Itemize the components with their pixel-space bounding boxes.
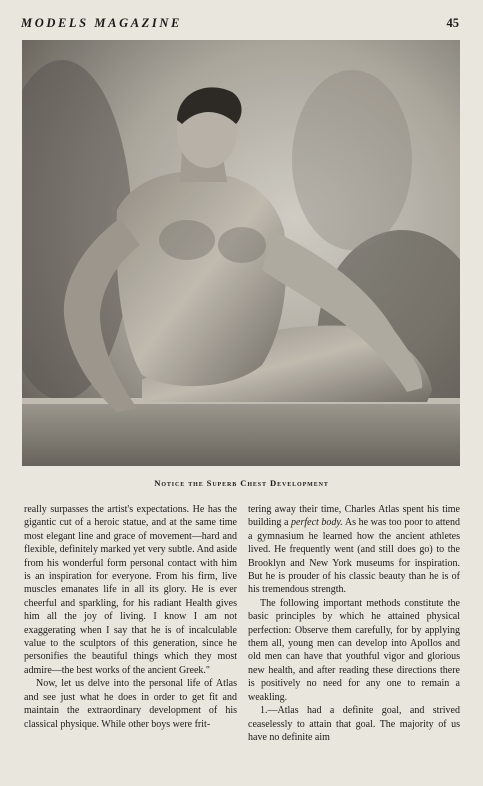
athlete-photograph: [22, 40, 460, 466]
emphasized-text: perfect body.: [291, 517, 343, 529]
article-paragraph: Now, let us delve into the personal life of Atlas and see just what he does in order to get fit and maintain the extraordinary development of his classical physique. While other boys were frit-: [24, 678, 237, 730]
article-column-left: [24, 503, 237, 731]
article-paragraph: The following important methods constitute the basic principles by which he attained physical perfection: Observe them carefully, for by applying them all, young men can develop into Apollos and old men can have that youthful vigor and glorious new health, and after reading these directions there is positively no need for any one to remain a weakling.: [248, 597, 460, 703]
article-paragraph: [248, 503, 460, 597]
article-text: As he was too poor to attend a gymnasium he learned how the ancient athletes lived. He frequently went (and still does go) to the Brooklyn and New York museums for inspiration. But he is prouder of his classic beauty than he is of his tremendous strength.: [248, 517, 461, 596]
photograph-icon: [22, 40, 460, 466]
article-column-right: [248, 503, 460, 744]
page-number: 45: [446, 16, 459, 30]
article-paragraph: really surpasses the artist's expectations. He has the gigantic cut of a heroic statue, and at the same time most elegant line and grace of movement—hard and flexible, definitely marked yet very subtle. And aside from his wonderful form personal contact with him is an inspiration for everyone. From his firm, live muscles emanates life in all its glory. He is ever cheerful and sparkling, for his radiant Health gives him all the joy of living. I know I am not exaggerating when I say that he is of incalculable value to the sculptors of this generation, since he personifies the beautiful things which they most admire—the best works of the ancient Greek.": [24, 504, 237, 676]
photo-caption: Notice the Superb Chest Development: [154, 478, 329, 488]
page-header: [21, 16, 459, 34]
magazine-title: MODELS MAGAZINE: [21, 16, 182, 30]
article-text: tering away their time, Charles Atlas spent his time building a: [248, 504, 460, 529]
article-paragraph: 1.—Atlas had a definite goal, and strived ceaselessly to attain that goal. The majority of us have no definite aim: [248, 705, 460, 743]
